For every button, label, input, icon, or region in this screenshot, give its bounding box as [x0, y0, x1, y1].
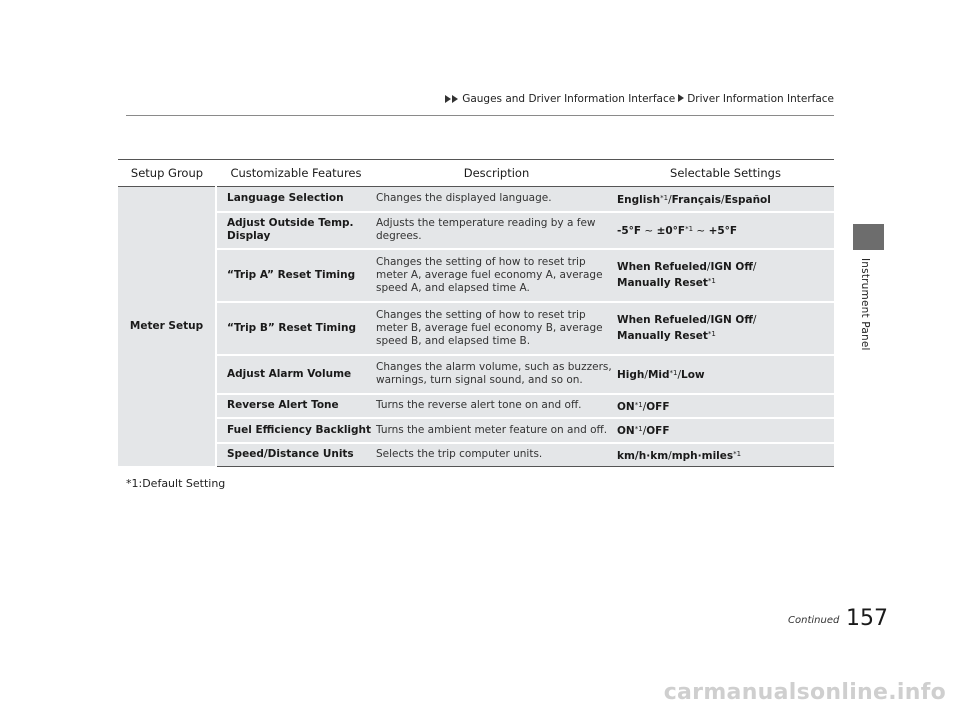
section-side-label	[858, 258, 872, 351]
breadcrumb-section[interactable]: Gauges and Driver Information Interface	[462, 93, 676, 105]
table-row	[118, 394, 834, 418]
breadcrumb-page[interactable]: Driver Information Interface	[687, 93, 834, 105]
page-number: 157	[846, 606, 888, 631]
breadcrumb-arrows-icon	[445, 95, 459, 103]
settings-table	[118, 159, 834, 468]
description-cell: Changes the setting of how to reset trip meter B, average fuel economy B, average speed B, and elapsed time B.	[376, 302, 617, 355]
table-row	[118, 355, 834, 394]
description-cell: Selects the trip computer units.	[376, 443, 617, 467]
section-tab-marker	[853, 224, 884, 250]
table-row	[118, 249, 834, 302]
feature-cell: Adjust Outside Temp. Display	[216, 212, 376, 249]
header-setup-group: Setup Group	[118, 160, 216, 187]
table-row	[118, 443, 834, 467]
description-cell: Changes the alarm volume, such as buzzers, warnings, turn signal sound, and so on.	[376, 355, 617, 394]
settings-cell: ON$^{*1}$/OFF	[617, 418, 834, 443]
table-row	[118, 187, 834, 212]
header-customizable-features: Customizable Features	[216, 160, 376, 187]
feature-cell: Language Selection	[216, 187, 376, 212]
description-cell: Changes the setting of how to reset trip meter A, average fuel economy A, average speed A, and elapsed time A.	[376, 249, 617, 302]
description-cell: Changes the displayed language.	[376, 187, 617, 212]
settings-cell: English$^{*1}$/Français/Español	[617, 187, 834, 212]
feature-cell: Speed/Distance Units	[216, 443, 376, 467]
feature-cell: “Trip A” Reset Timing	[216, 249, 376, 302]
breadcrumb-arrow-icon	[678, 93, 685, 105]
settings-cell: When Refueled/IGN Off/ Manually Reset$^{*1}$	[617, 249, 834, 302]
breadcrumb	[445, 93, 834, 105]
section-side-label-text: Instrument Panel	[859, 258, 871, 351]
settings-cell: ON$^{*1}$/OFF	[617, 394, 834, 418]
table-row	[118, 212, 834, 249]
settings-cell: High/Mid$^{*1}$/Low	[617, 355, 834, 394]
default-setting-footnote: *1:Default Setting	[126, 477, 226, 490]
header-selectable-settings: Selectable Settings	[617, 160, 834, 187]
feature-cell: “Trip B” Reset Timing	[216, 302, 376, 355]
settings-cell: -5°F ~ $\pm 0^\circ F^{*1}$ ~ +5°F	[617, 212, 834, 249]
feature-cell: Reverse Alert Tone	[216, 394, 376, 418]
table-header-row	[118, 160, 834, 187]
description-cell: Turns the ambient meter feature on and off.	[376, 418, 617, 443]
description-cell: Adjusts the temperature reading by a few degrees.	[376, 212, 617, 249]
table-row	[118, 302, 834, 355]
feature-cell: Fuel Efficiency Backlight	[216, 418, 376, 443]
setup-group-cell: Meter Setup	[118, 187, 216, 467]
settings-cell: When Refueled/IGN Off/ Manually Reset$^{*1}$	[617, 302, 834, 355]
table-row	[118, 418, 834, 443]
header-description: Description	[376, 160, 617, 187]
feature-cell: Adjust Alarm Volume	[216, 355, 376, 394]
continued-label: Continued	[788, 615, 840, 626]
header-rule	[126, 115, 834, 116]
settings-cell: km/h·km/mph·miles$^{*1}$	[617, 443, 834, 467]
description-cell: Turns the reverse alert tone on and off.	[376, 394, 617, 418]
watermark: carmanualsonline.info	[663, 680, 946, 705]
